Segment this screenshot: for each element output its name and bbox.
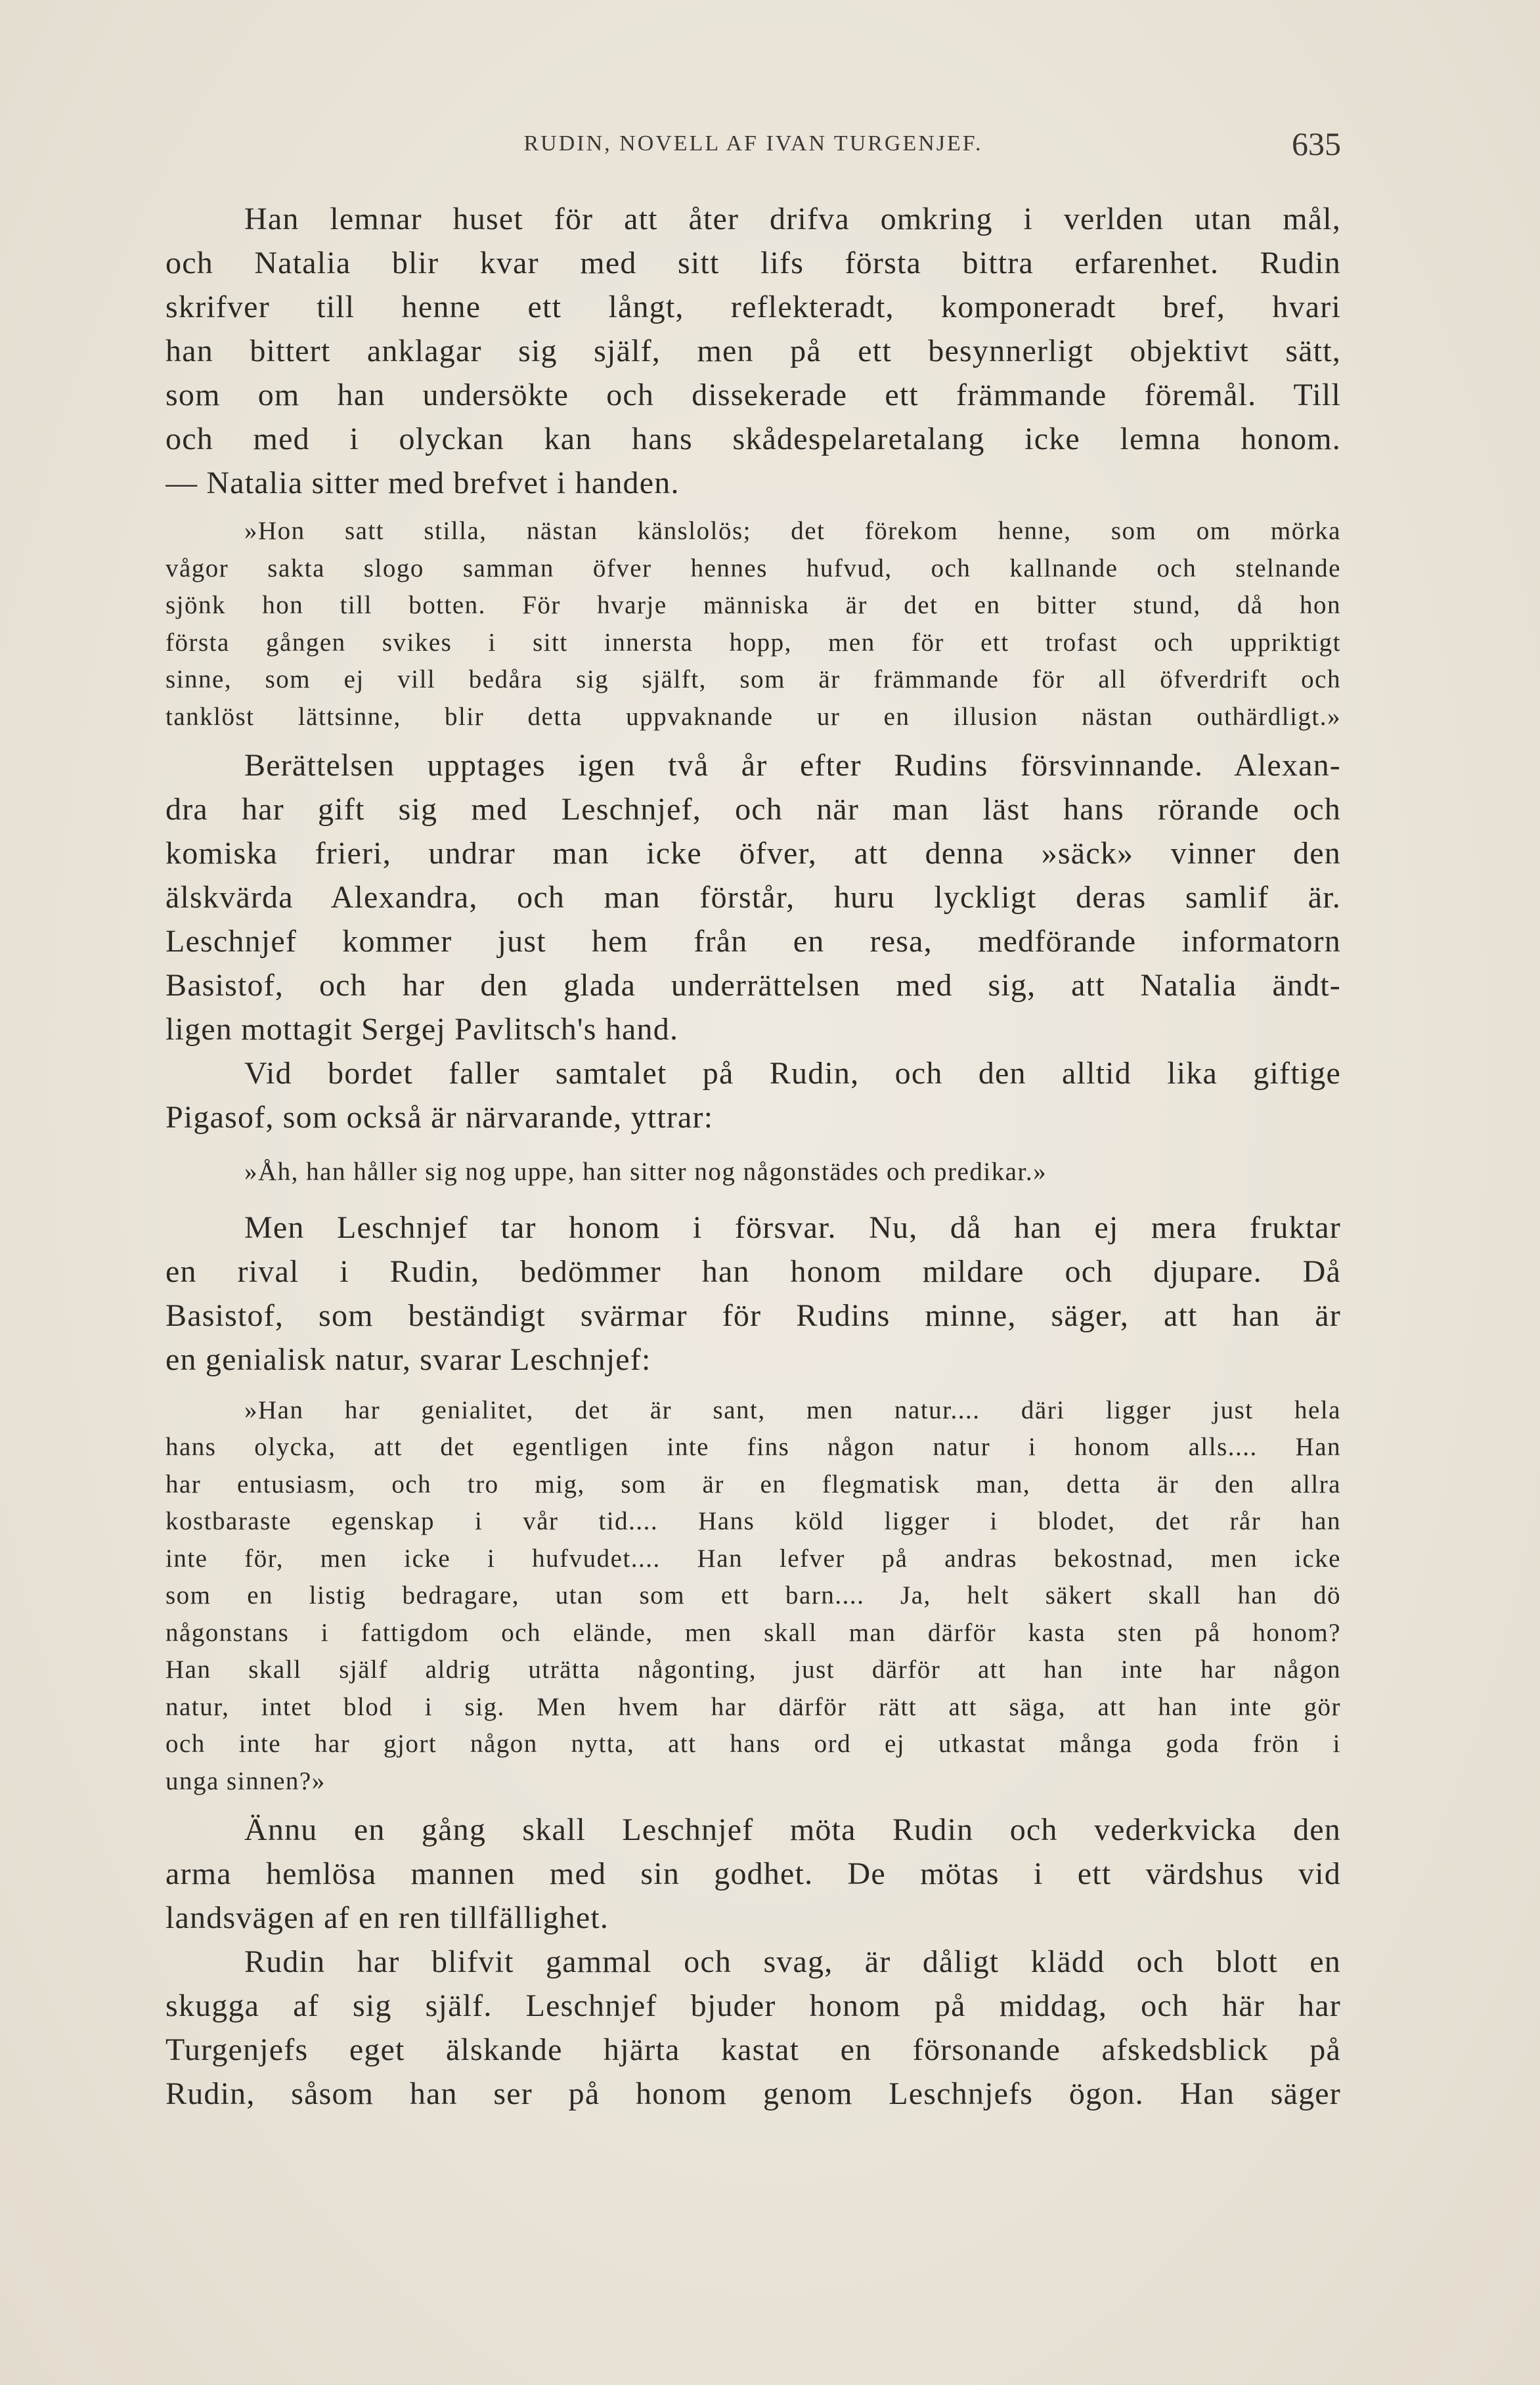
- text-line: Ännu en gång skall Leschnjef möta Rudin och vederkvicka den: [244, 1812, 1341, 1847]
- text-line: och med i olyckan kan hans skådespelaretalang icke lemna honom.: [165, 422, 1341, 456]
- quotation-2: [165, 1154, 1341, 1191]
- text-line: älskvärda Alexandra, och man förstår, huru lyckligt deras samlif är.: [165, 880, 1341, 915]
- quote-line: »Åh, han håller sig nog uppe, han sitter nog någonstädes och predikar.»: [244, 1158, 1047, 1186]
- text-line: Basistof, och har den glada underrättelsen med sig, att Natalia ändt-: [165, 968, 1341, 1003]
- quote-line: sjönk hon till botten. För hvarje människa är det en bitter stund, då hon: [165, 591, 1341, 619]
- paragraph-4: [165, 1206, 1341, 1382]
- quote-line: vågor sakta slogo samman öfver hennes hufvud, och kallnande och stelnande: [165, 554, 1341, 582]
- paragraph-6: [165, 1940, 1341, 2116]
- text-line: landsvägen af en ren tillfällighet.: [165, 1900, 609, 1935]
- text-line: Han lemnar huset för att åter drifva omkring i verlden utan mål,: [244, 202, 1341, 236]
- quote-line: hans olycka, att det egentligen inte fins någon natur i honom alls.... Han: [165, 1433, 1341, 1461]
- text-line: Pigasof, som också är närvarande, yttrar:: [165, 1100, 714, 1135]
- quote-line: unga sinnen?»: [165, 1766, 326, 1795]
- text-line: komiska frieri, undrar man icke öfver, att denna »säck» vinner den: [165, 836, 1341, 871]
- text-line: Basistof, som beständigt svärmar för Rudins minne, säger, att han är: [165, 1298, 1341, 1333]
- text-line: Leschnjef kommer just hem från en resa, medförande informatorn: [165, 924, 1341, 959]
- text-line: han bittert anklagar sig själf, men på ett besynnerligt objektivt sätt,: [165, 334, 1341, 368]
- page-number: 635: [1292, 125, 1341, 162]
- quote-line: »Hon satt stilla, nästan känslolös; det förekom henne, som om mörka: [244, 517, 1341, 545]
- text-line: skrifver till henne ett långt, reflekteradt, komponeradt bref, hvari: [165, 290, 1341, 324]
- text-line: skugga af sig själf. Leschnjef bjuder honom på middag, och här har: [165, 1988, 1341, 2023]
- quote-line: någonstans i fattigdom och elände, men skall man därför kasta sten på honom?: [165, 1618, 1341, 1647]
- text-line: dra har gift sig med Leschnjef, och när man läst hans rörande och: [165, 792, 1341, 827]
- text-line: en genialisk natur, svarar Leschnjef:: [165, 1342, 651, 1377]
- text-line: ligen mottagit Sergej Pavlitsch's hand.: [165, 1012, 679, 1047]
- quote-line: sinne, som ej vill bedåra sig själft, som är främmande för all öfverdrift och: [165, 665, 1341, 693]
- quote-line: har entusiasm, och tro mig, som är en flegmatisk man, detta är den allra: [165, 1470, 1341, 1499]
- running-title: RUDIN, NOVELL AF IVAN TURGENJEF.: [523, 131, 983, 156]
- quote-line: och inte har gjort någon nytta, att hans ord ej utkastat många goda frön i: [165, 1730, 1341, 1758]
- paragraph-5: [165, 1808, 1341, 1940]
- quotation-1: [165, 513, 1341, 735]
- quote-line: »Han har genialitet, det är sant, men natur.... däri ligger just hela: [244, 1395, 1341, 1424]
- paragraph-1: [165, 197, 1341, 505]
- page-header: [165, 125, 1341, 171]
- quote-line: första gången svikes i sitt innersta hopp, men för ett trofast och uppriktigt: [165, 628, 1341, 657]
- text-line: Rudin, såsom han ser på honom genom Leschnjefs ögon. Han säger: [165, 2076, 1341, 2111]
- text-line: en rival i Rudin, bedömmer han honom mildare och djupare. Då: [165, 1254, 1341, 1289]
- quote-line: som en listig bedragare, utan som ett barn.... Ja, helt säkert skall han dö: [165, 1581, 1341, 1609]
- page-text: [165, 197, 1341, 2116]
- quotation-3: [165, 1392, 1341, 1801]
- quote-line: natur, intet blod i sig. Men hvem har därför rätt att säga, att han inte gör: [165, 1692, 1341, 1721]
- quote-line: kostbaraste egenskap i vår tid.... Hans köld ligger i blodet, det rår han: [165, 1507, 1341, 1535]
- paragraph-2: [165, 743, 1341, 1051]
- text-line: Turgenjefs eget älskande hjärta kastat en försonande afskedsblick på: [165, 2032, 1341, 2067]
- text-line: Berättelsen upptages igen två år efter Rudins försvinnande. Alexan-: [244, 748, 1341, 783]
- text-line: Men Leschnjef tar honom i försvar. Nu, då han ej mera fruktar: [244, 1210, 1341, 1245]
- text-line: Rudin har blifvit gammal och svag, är dåligt klädd och blott en: [244, 1944, 1341, 1979]
- text-line: arma hemlösa mannen med sin godhet. De mötas i ett värdshus vid: [165, 1856, 1341, 1891]
- text-line: och Natalia blir kvar med sitt lifs första bittra erfarenhet. Rudin: [165, 246, 1341, 280]
- paragraph-3: [165, 1051, 1341, 1139]
- text-line: Vid bordet faller samtalet på Rudin, och den alltid lika giftige: [244, 1056, 1341, 1091]
- quote-line: Han skall själf aldrig uträtta någonting, just därför att han inte har någon: [165, 1655, 1341, 1684]
- text-line: — Natalia sitter med brefvet i handen.: [165, 466, 680, 500]
- text-line: som om han undersökte och dissekerade ett främmande föremål. Till: [165, 378, 1341, 412]
- quote-line: tanklöst lättsinne, blir detta uppvaknande ur en illusion nästan outhärdligt.»: [165, 702, 1341, 731]
- quote-line: inte för, men icke i hufvudet.... Han lefver på andras bekostnad, men icke: [165, 1544, 1341, 1573]
